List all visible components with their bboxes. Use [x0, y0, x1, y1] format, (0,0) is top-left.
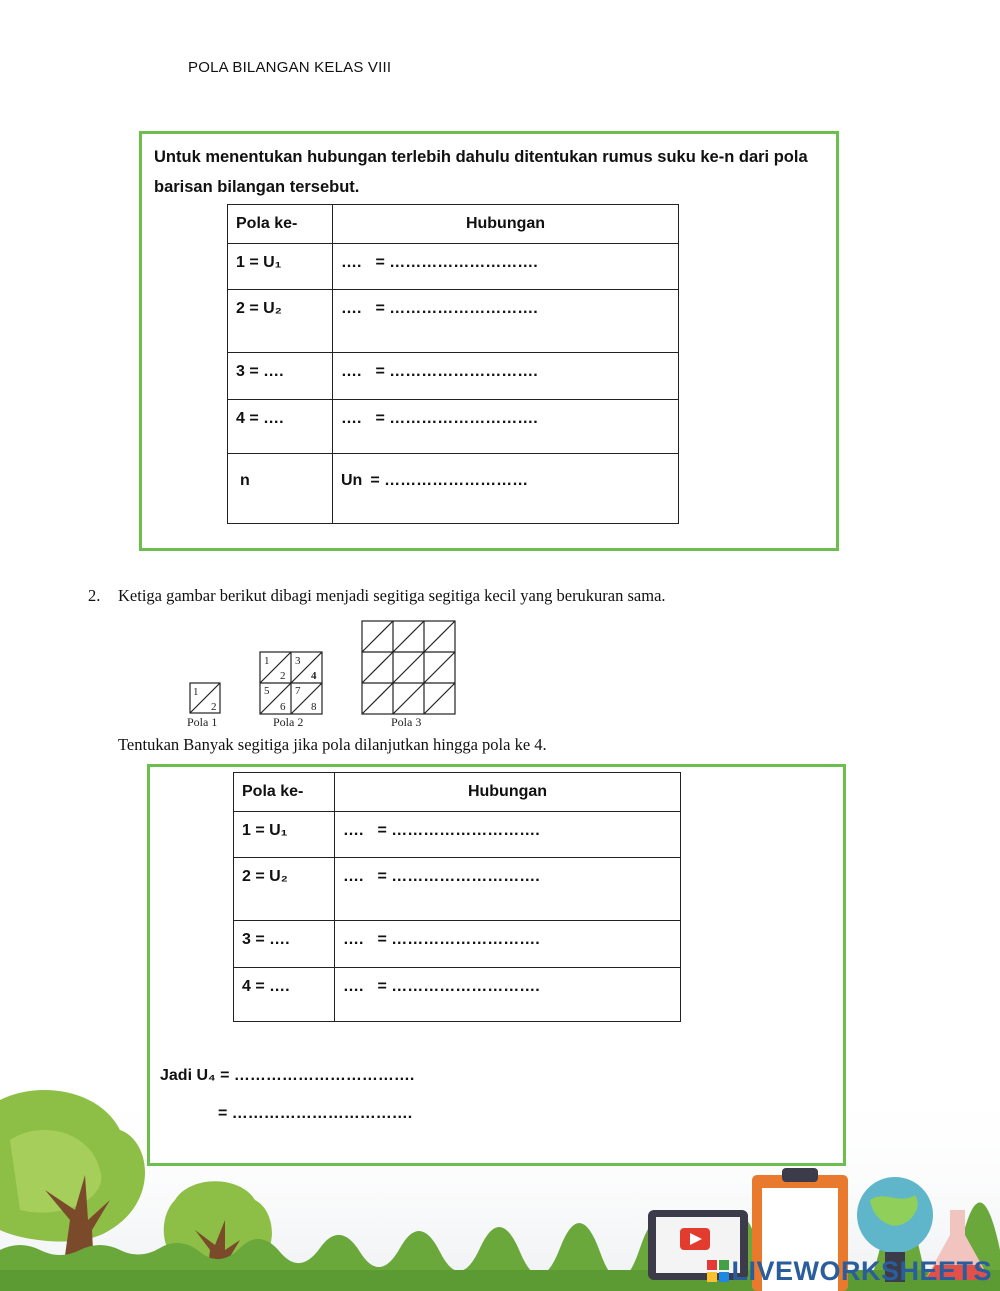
table-row	[234, 968, 681, 1022]
hubungan-left: Un	[341, 472, 363, 489]
pola-2-number: 7	[295, 685, 301, 697]
hubungan-left: ….	[341, 300, 362, 317]
table-header-row	[228, 205, 679, 244]
table-row	[228, 454, 679, 524]
table-row	[228, 353, 679, 400]
col-header-pola: Pola ke-	[228, 205, 333, 244]
pola-3-figure	[362, 621, 455, 714]
table-row	[228, 400, 679, 454]
intro-text: Untuk menentukan hubungan terlebih dahulu ditentukan rumus suku ke-n dari pola barisan bilangan tersebut.	[154, 148, 808, 196]
hubungan-right: = ……………………….	[375, 410, 538, 427]
pola-2-number: 2	[280, 670, 286, 682]
hubungan-left: ….	[341, 363, 362, 380]
pola-cell[interactable]: 3 = ….	[228, 353, 333, 400]
live-badge-icon	[707, 1260, 729, 1282]
hubungan-cell[interactable]	[335, 921, 681, 968]
pola-2-number: 1	[264, 655, 270, 667]
hubungan-cell[interactable]	[335, 858, 681, 921]
triangle-pattern-figures	[180, 615, 470, 733]
hubungan-cell[interactable]	[333, 290, 679, 353]
hubungan-cell[interactable]	[333, 400, 679, 454]
pola-cell: 2 = U₂	[234, 858, 335, 921]
relation-table-1	[227, 204, 679, 524]
hubungan-right: = ……………………….	[375, 363, 538, 380]
pola-cell[interactable]: 3 = ….	[234, 921, 335, 968]
hubungan-left: ….	[343, 822, 364, 839]
page-header-title: POLA BILANGAN KELAS VIII	[188, 59, 392, 76]
question-text: Ketiga gambar berikut dibagi menjadi segitiga segitiga kecil yang berukuran sama.	[118, 586, 666, 605]
col-header-pola: Pola ke-	[234, 773, 335, 812]
hubungan-left: ….	[341, 410, 362, 427]
pola-1-number: 1	[193, 686, 199, 698]
pola-1-label: Pola 1	[187, 715, 218, 729]
pola-cell: 2 = U₂	[228, 290, 333, 353]
hubungan-right: = ……………………….	[377, 868, 540, 885]
brand-text: LIVEWORKSHEETS	[731, 1256, 992, 1286]
hubungan-right: = ……………………….	[375, 300, 538, 317]
pola-cell[interactable]: 4 = ….	[234, 968, 335, 1022]
table-header-row	[234, 773, 681, 812]
question-2	[88, 586, 666, 606]
pola-3-label: Pola 3	[391, 715, 422, 729]
hubungan-cell[interactable]	[333, 244, 679, 290]
jadi-line-1[interactable]: Jadi U₄ = …………………………….	[160, 1067, 415, 1084]
pola-2-figure	[260, 652, 322, 729]
pola-2-number: 6	[280, 701, 286, 713]
relation-table-2	[233, 772, 681, 1022]
pola-2-number: 3	[295, 655, 301, 667]
pola-cell[interactable]: 4 = ….	[228, 400, 333, 454]
pola-1-figure	[187, 683, 220, 729]
table-row	[228, 244, 679, 290]
hubungan-cell[interactable]	[335, 812, 681, 858]
hubungan-left: ….	[343, 978, 364, 995]
hubungan-right: = ……………………….	[377, 931, 540, 948]
liveworksheets-logo	[707, 1256, 992, 1287]
pola-2-label: Pola 2	[273, 715, 304, 729]
formula-box-1	[139, 131, 839, 551]
formula-box-2	[147, 764, 846, 1166]
pola-cell: 1 = U₁	[234, 812, 335, 858]
hubungan-right: = ……………………….	[377, 822, 540, 839]
table-row	[234, 812, 681, 858]
jadi-line-2[interactable]: = …………………………….	[218, 1105, 413, 1122]
hubungan-cell[interactable]	[333, 454, 679, 524]
table-row	[234, 921, 681, 968]
hubungan-right: = ……………………….	[377, 978, 540, 995]
hubungan-right: = ……………………….	[375, 254, 538, 271]
question-number: 2.	[88, 586, 101, 605]
pola-2-number: 8	[311, 701, 317, 713]
pola-2-number: 5	[264, 685, 270, 697]
pola-2-number: 4	[311, 670, 317, 682]
table-row	[228, 290, 679, 353]
col-header-hubungan: Hubungan	[335, 773, 681, 812]
pola-cell: 1 = U₁	[228, 244, 333, 290]
col-header-hubungan: Hubungan	[333, 205, 679, 244]
table-row	[234, 858, 681, 921]
hubungan-left: ….	[343, 931, 364, 948]
hubungan-cell[interactable]	[335, 968, 681, 1022]
pola-1-number: 2	[211, 701, 217, 713]
hubungan-right: = ………………………	[370, 472, 529, 489]
pola-cell: n	[228, 454, 333, 524]
hubungan-left: ….	[341, 254, 362, 271]
instruction-text: Tentukan Banyak segitiga jika pola dilanjutkan hingga pola ke 4.	[118, 735, 547, 754]
hubungan-cell[interactable]	[333, 353, 679, 400]
hubungan-left: ….	[343, 868, 364, 885]
